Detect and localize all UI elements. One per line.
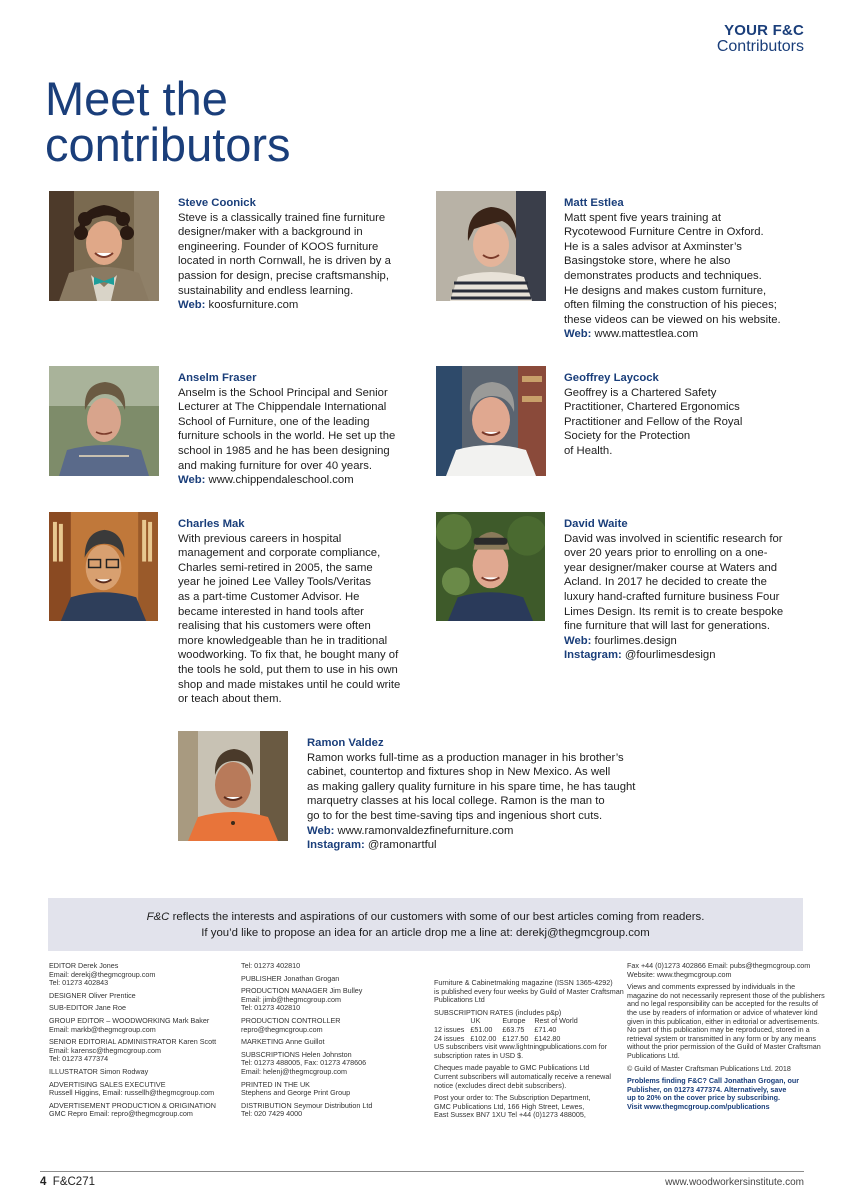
masthead-column-1 [49,962,216,1119]
masthead-line: Email: markb@thegmcgroup.com [49,1024,156,1034]
bio-line: School of Furniture, one of the leading [178,415,370,428]
bio-line: Charles semi-retired in 2005, the same [178,561,373,574]
bio-line: as a part-time Customer Advisor. He [178,590,360,603]
masthead-line: GMC Repro Email: repro@thegmcgroup.com [49,1109,193,1119]
bio-line: go to for the best time-saving tips and ingenious short cuts. [307,809,603,822]
masthead-line: Problems finding F&C? Call Jonathan Grogan, our [627,1076,800,1086]
masthead-line: Furniture & Cabinetmaking magazine (ISSN 1365-4292) [434,978,613,987]
bio-line: management and corporate compliance, [178,547,381,560]
masthead-lines [241,962,372,1119]
masthead-line: SUBSCRIPTIONS Helen Johnston [241,1049,352,1059]
bio-line: Matt spent five years training at [564,211,721,224]
instagram-link[interactable]: @fourlimesdesign [624,649,716,662]
bio-line: marquetry classes at his local college. Ramon is the man to [307,795,605,808]
bio-line: woodworking. To fix that, he bought many of [178,649,399,662]
contributor-bio-david-waite [564,517,783,663]
bio-line: shop and made mistakes until he could write [178,678,401,691]
instagram-label: Instagram: [564,649,622,662]
bio-line: of Health. [564,444,613,457]
masthead-line: Visit www.thegmcgroup.com/publications [627,1101,770,1111]
masthead-line: Tel: 01273 402810 [241,961,301,970]
bio-line: passion for design, precise craftsmanship, [178,269,389,282]
bio-line: often filming the construction of his pieces; [564,299,777,312]
masthead-line: given in this publication, either in editorial or advertisements. [627,1016,820,1026]
bio-line: Anselm is the School Principal and Senior [178,386,388,399]
bio-line: or teach about them. [178,693,282,706]
contributor-name: David Waite [564,518,628,530]
masthead-line: Tel: 01273 488005, Fax: 01273 478606 [241,1058,367,1068]
bio-line: Rycotewood Furniture Centre in Oxford. [564,226,764,239]
rates-header-cell: Rest of World [534,1016,578,1026]
masthead-line: Fax +44 (0)1273 402866 Email: pubs@thegmcgroup.com [627,961,811,970]
masthead-line: East Sussex BN7 1XU Tel +44 (0)1273 488005, [434,1110,586,1120]
section-tag-subtitle: Contributors [716,38,804,55]
contributor-bio-anselm-fraser [178,371,395,488]
page-title [45,72,291,171]
masthead-line: Tel: 01273 477374 [49,1054,109,1064]
bio-line: Practitioner and Fellow of the Royal [564,415,743,428]
masthead-line: is published every four weeks by Guild of Master Craftsman [434,986,624,996]
web-line [564,327,781,342]
contributor-bio-steve-coonick [178,196,391,313]
bio-line: Limes Design. Its remit is to create bespoke [564,605,784,618]
masthead-line: Publications Ltd [434,995,485,1005]
masthead-line: DISTRIBUTION Seymour Distribution Ltd [241,1100,373,1110]
web-label: Web: [564,328,592,341]
contributor-photo-anselm-fraser [49,366,159,476]
masthead-line: retrieval system or transmitted in any form or by any means [627,1033,816,1043]
masthead-lines [49,962,216,1119]
rates-cell: £127.50 [502,1033,529,1043]
masthead-lines [627,962,825,1073]
bio-line: and making furniture for over 40 years. [178,459,373,472]
web-label: Web: [178,474,206,487]
bio-line: demonstrates products and techniques. [564,269,762,282]
bio-line: Practitioner, Chartered Ergonomics [564,401,740,414]
contributor-photo-matt-estlea [436,191,546,301]
masthead-line: Tel: 020 7429 4000 [241,1109,303,1119]
web-label: Web: [564,634,592,647]
bio-line: school in 1985 and he has been designing [178,444,390,457]
masthead-line: Tel: 01273 402843 [49,978,109,988]
bio-line: realising that his customers were often [178,620,371,633]
callout-line-2: If you’d like to propose an idea for an article drop me a line at: derekj@thegmcgroup.com [201,927,650,939]
masthead-line: up to 20% on the cover price by subscribing. [627,1093,780,1103]
reader-callout-banner [48,898,803,951]
web-label: Web: [178,299,206,312]
masthead-line: Post your order to: The Subscription Department, [434,1093,591,1103]
rates-cell: £142.80 [534,1033,561,1043]
bio-line: He designs and makes custom furniture, [564,284,767,297]
masthead-line: PRODUCTION CONTROLLER [241,1015,341,1025]
bio-line: He is a sales advisor at Axminster’s [564,240,742,253]
instagram-line [307,838,635,853]
subscription-promo [627,1077,825,1111]
masthead-line: Stephens and George Print Group [241,1088,351,1098]
bio-line: David was involved in scientific research for [564,532,783,545]
contributor-photo-david-waite [436,512,545,621]
masthead-line: © Guild of Master Craftsman Publications Ltd. 2018 [627,1063,791,1073]
bio-line: designer/maker with a background in [178,226,363,239]
rates-cell: £71.40 [534,1024,557,1034]
bio-line: Ramon works full-time as a production manager in his brother’s [307,751,624,764]
bio-line: sustainability and endless learning. [178,284,354,297]
contributor-photo-geoffrey-laycock [436,366,546,476]
footer-website[interactable]: www.woodworkersinstitute.com [665,1177,804,1188]
contributor-photo-charles-mak [49,512,158,621]
web-link[interactable]: fourlimes.design [594,634,677,647]
bio-line: Lecturer at The Chippendale International [178,401,387,414]
masthead-line: PRODUCTION MANAGER Jim Bulley [241,986,363,996]
masthead-line: Views and comments expressed by individuals in the [627,982,796,992]
page-number: 4 [40,1176,47,1188]
web-line [178,473,395,488]
web-link[interactable]: www.ramonvaldezfinefurniture.com [337,824,514,837]
web-line [178,298,391,313]
masthead-line: notice (excludes direct debit subscribers). [434,1080,567,1090]
rates-cell: £51.00 [470,1024,493,1034]
rates-header-cell: UK [470,1016,481,1026]
masthead-line: DESIGNER Oliver Prentice [49,990,136,1000]
contributor-name: Matt Estlea [564,197,624,209]
masthead-line: ADVERTISEMENT PRODUCTION & ORIGINATION [49,1100,216,1110]
masthead-line: GMC Publications Ltd, 166 High Street, Lewes, [434,1101,585,1111]
bio-line: more knowledgeable than he in traditional [178,634,388,647]
masthead-line: No part of this publication may be reproduced, stored in a [627,1025,810,1035]
contributor-bio-ramon-valdez [307,736,635,853]
masthead-line: Publisher, on 01273 477374. Alternatively, save [627,1084,787,1094]
footer-divider [40,1171,804,1172]
masthead-line: Current subscribers will automatically receive a renewal [434,1071,611,1081]
masthead-line: ILLUSTRATOR Simon Rodway [49,1066,149,1076]
masthead-line: US subscribers visit www.lightningpublications.com for [434,1042,607,1052]
issue-number: F&C271 [52,1176,95,1188]
masthead-lines [434,979,624,1017]
bio-line: year he joined Lee Valley Tools/Veritas [178,576,372,589]
bio-line: furniture schools in the world. He set up the [178,430,396,443]
masthead-line: Cheques made payable to GMC Publications Ltd [434,1063,590,1073]
section-tag-title: YOUR F&C [724,22,804,39]
subscription-rates-table [434,1017,584,1043]
footer-folio [40,1176,95,1188]
masthead-line: Email: karensc@thegmcgroup.com [49,1045,161,1055]
bio-line: as making gallery quality furniture in his spare time, he has taught [307,780,636,793]
callout-brand: F&C [146,911,170,923]
masthead-line: SUB-EDITOR Jane Roe [49,1003,126,1013]
masthead-line: Publications Ltd. [627,1050,680,1060]
contributor-photo-ramon-valdez [178,731,288,841]
rates-cell: 12 issues [434,1024,465,1034]
masthead-lines [434,1043,624,1120]
page-title-line-2: contributors [45,118,291,171]
contributor-name: Geoffrey Laycock [564,372,659,384]
masthead-line: Tel: 01273 402810 [241,1003,301,1013]
bio-line: became interested in hand tools after [178,605,364,618]
web-line [307,824,635,839]
instagram-link[interactable]: @ramonartful [367,839,437,852]
masthead-line: Email: derekj@thegmcgroup.com [49,969,156,979]
masthead-line: magazine do not necessarily represent those of the publishers [627,990,825,1000]
rates-cell: £102.00 [470,1033,497,1043]
rates-cell: £63.75 [502,1024,525,1034]
contributor-name: Steve Coonick [178,197,256,209]
masthead-line: Email: helenj@thegmcgroup.com [241,1066,347,1076]
bio-line: over 20 years prior to enrolling on a one- [564,547,768,560]
rates-cell: 24 issues [434,1033,465,1043]
web-label: Web: [307,824,335,837]
instagram-line [564,648,783,663]
masthead-column-3 [434,979,624,1120]
masthead-line: PRINTED IN THE UK [241,1079,310,1089]
masthead-line: MARKETING Anne Guillot [241,1037,325,1047]
contributor-bio-geoffrey-laycock [564,371,742,459]
bio-line: Acland. In 2017 he decided to create the [564,576,767,589]
masthead-line: Email: jimb@thegmcgroup.com [241,994,341,1004]
bio-line: year designer/maker course at Waters and [564,561,778,574]
bio-line: Society for the Protection [564,430,691,443]
page-title-line-1: Meet the [45,72,228,125]
contributor-bio-charles-mak [178,517,400,707]
contributor-bio-matt-estlea [564,196,781,342]
bio-line: these videos can be viewed on his website. [564,313,781,326]
web-link[interactable]: www.chippendaleschool.com [208,474,354,487]
bio-line: Steve is a classically trained fine furniture [178,211,386,224]
masthead-line: SENIOR EDITORIAL ADMINISTRATOR Karen Scott [49,1037,217,1047]
masthead-line: subscription rates in USD $. [434,1050,524,1060]
instagram-label: Instagram: [307,839,365,852]
web-link[interactable]: www.mattestlea.com [594,328,699,341]
bio-line: fine furniture that will last for generations. [564,620,770,633]
callout-line-1 [48,909,803,925]
masthead-line: the use by readers of information or advice of whatever kind [627,1007,818,1017]
contributor-name: Anselm Fraser [178,372,257,384]
masthead-line: GROUP EDITOR – WOODWORKING Mark Baker [49,1015,210,1025]
section-tag [717,22,804,56]
web-link[interactable]: koosfurniture.com [208,299,299,312]
masthead-line: repro@thegmcgroup.com [241,1024,323,1034]
bio-line: engineering. Founder of KOOS furniture [178,240,379,253]
bio-line: the tools he sold, put them to use in his own [178,663,398,676]
masthead-column-4 [627,962,825,1112]
bio-line: luxury hand-crafted furniture business Four [564,590,780,603]
masthead-line: SUBSCRIPTION RATES (includes p&p) [434,1007,562,1017]
masthead-line: and no legal responsibility can be accepted for the results of [627,999,818,1009]
masthead-line: PUBLISHER Jonathan Grogan [241,973,340,983]
rates-header-cell: Europe [502,1016,526,1026]
bio-line: With previous careers in hospital [178,532,342,545]
callout-text: reflects the interests and aspirations of our customers with some of our best articles coming from readers. [169,911,705,923]
masthead-line: ADVERTISING SALES EXECUTIVE [49,1079,166,1089]
bio-line: Basingstoke store, where he also [564,255,731,268]
web-line [564,634,783,649]
contributor-name: Charles Mak [178,518,245,530]
bio-line: cabinet, countertop and fixtures shop in New Mexico. As well [307,766,611,779]
masthead-line: Website: www.thegmcgroup.com [627,969,732,979]
masthead-line: EDITOR Derek Jones [49,961,119,970]
masthead-line: without the prior permission of the Guild of Master Craftsman [627,1042,821,1052]
contributor-photo-steve-coonick [49,191,159,301]
masthead-column-2 [241,962,372,1119]
contributor-name: Ramon Valdez [307,737,384,749]
masthead-line: Russell Higgins, Email: russellh@thegmcgroup.com [49,1088,215,1098]
bio-line: located in north Cornwall, he is driven by a [178,255,391,268]
bio-line: Geoffrey is a Chartered Safety [564,386,717,399]
